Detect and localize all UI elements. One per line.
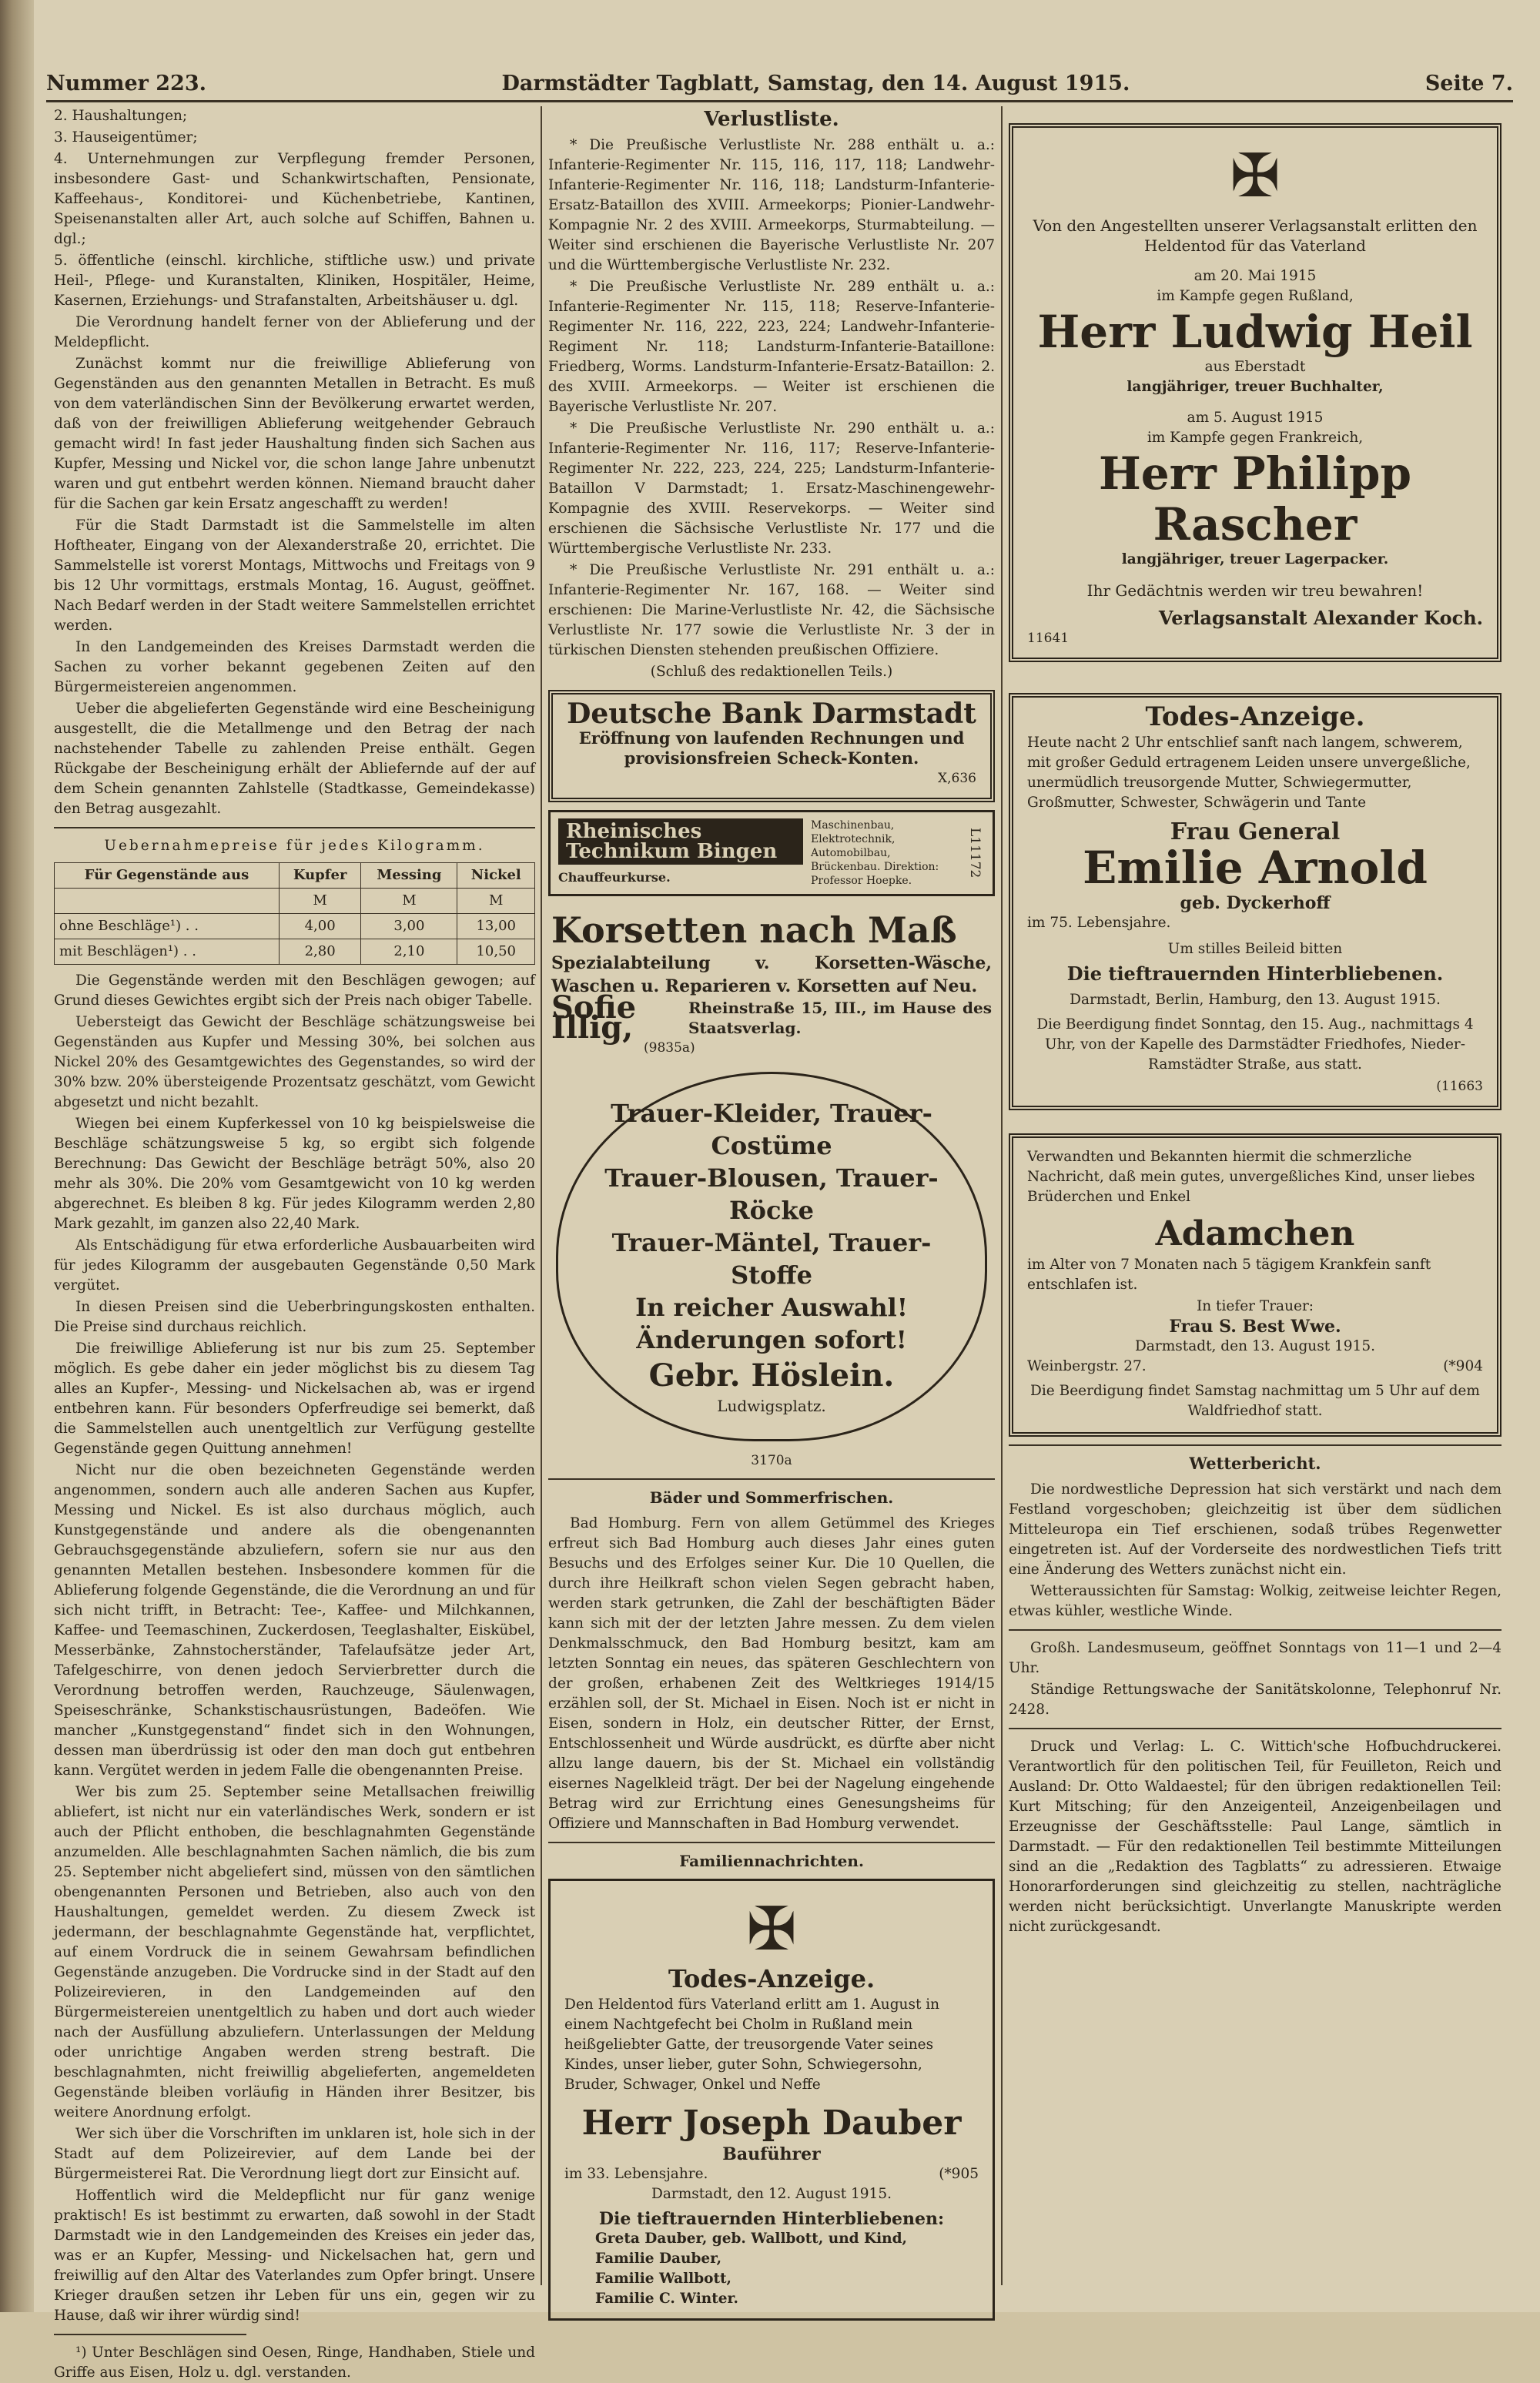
ad-line: Gebr. Höslein. — [648, 1357, 895, 1394]
page-number: Seite 7. — [1424, 71, 1513, 95]
table-units-row — [55, 889, 535, 914]
table-cell: 2,10 — [361, 939, 457, 965]
mourner: Greta Dauber, geb. Wallbott, und Kind, — [595, 2231, 907, 2247]
news-ads-column — [548, 106, 995, 2307]
mourner: Frau S. Best Wwe. — [1169, 1317, 1341, 1337]
paragraph: Wiegen bei einem Kupferkessel von 10 kg beispielsweise die Beschläge schätzungsweise 5 kg, so ergibt sich folgende Berechnung: Das Gewicht der Beschläge beträgt 50%, also 20 mehr als 30%. Die 20% vom Gesamtgewicht von 10 kg werden abgerechnet. Es bleiben 8 kg. Für jedes Kilogramm werden 2,80 Mark gezahlt, im ganzen also 22,40 Mark. — [54, 1116, 535, 1232]
table-cell: 13,00 — [457, 914, 535, 939]
deceased-name: Emilie Arnold — [1083, 842, 1428, 894]
notice-heading: Todes-Anzeige. — [668, 1964, 875, 1993]
table-cell — [55, 889, 280, 914]
deceased-origin: aus Eberstadt — [1204, 359, 1306, 375]
paragraph: Wer sich über die Vorschriften im unklaren ist, hole sich in der Stadt auf dem Polizeirevier, auf dem Lande bei der Bürgermeisterei Rat. Die Verordnung liegt dort zur Einsicht auf. — [54, 2126, 535, 2182]
ad-code: X,636 — [938, 771, 976, 786]
paragraph: Die nordwestliche Depression hat sich verstärkt und nach dem Festland vorgeschoben; gleichzeitig ist über dem südlichen Mitteleuropa ein Tief erschienen, sodaß trübes Regenwetter eingetreten ist. Auf der Vorderseite des nordwestlichen Tiefs tritt eine Änderung des Wetters zunächst nicht ein. — [1009, 1481, 1502, 1578]
divider — [54, 827, 535, 828]
paragraph: Uebersteigt das Gewicht der Beschläge schätzungsweise bei Gegenständen aus Kupfer und Messing 30%, bei solchen aus Nickel 20% des Gesamtgewichtes des Gegenstandes, so wird der 30% bzw. 20% übersteigende Prozentsatz geschätzt, vom Gewicht abgesetzt und nicht bezahlt. — [54, 1014, 535, 1110]
notice-place-date: Darmstadt, den 13. August 1915. — [1135, 1338, 1375, 1354]
table-cell: M — [279, 889, 360, 914]
page-gutter — [0, 0, 34, 2312]
list-item: 3. Hauseigentümer; — [54, 129, 198, 146]
paragraph: Heute nacht 2 Uhr entschlief sanft nach langem, schwerem, mit großer Geduld ertragenem Leiden unsere unvergeßliche, unermüdlich treusorgende Mutter, Schwiegermutter, Großmutter, Schwester, Schwägerin und Tante — [1027, 735, 1471, 811]
section-title: Verlustliste. — [704, 108, 839, 131]
paragraph: Für die Stadt Darmstadt ist die Sammelstelle im alten Hoftheater, Eingang von der Alexanderstraße 20, errichtet. Die Sammelstelle ist vorerst Montags, Mittwochs und Freitags von 9 bis 12 Uhr vormittags, erstmals Montag, 16. August, geöffnet. Nach Bedarf werden in der Stadt weitere Sammelstellen errichtet werden. — [54, 517, 535, 634]
paragraph: * Die Preußische Verlustliste Nr. 291 enthält u. a.: Infanterie-Regimenter Nr. 167, 168. — Weiter sind erschienen: Die Marine-Verlustliste Nr. 42, die Sächsische Verlustliste Nr. 177 sowie die Verlustliste Nr. 3 der in türkischen Diensten stehenden preußischen Offiziere. — [548, 562, 995, 658]
footnote-rule — [54, 2334, 246, 2335]
paragraph: Nicht nur die oben bezeichneten Gegenstände werden angenommen, sondern auch alle anderen Sachen aus Kupfer, Messing und Nickel. Es ist also durchaus möglich, auch Kunstgegenstände und andere als die obengenannten Gebrauchsgegenstände abzuliefern, sofern sie nur aus den genannten Metallen bestehen. Insbesondere kommen für die Ablieferung folgende Gegenstände, die die Verordnung an und für sich nicht trifft, in Betracht: Tee-, Kaffee- und Milchkannen, Kaffee- und Teemaschinen, Zuckerdosen, Teeglashalter, Eiskübel, Messerbänke, Zahnstocherständer, Tafelaufsätze jeder Art, Tafelgeschirre, von denen jedoch Servierbretter durch die Verordnung betroffen werden, Rauchzeuge, Säulenwagen, Speiseschränke, Schankstischausrüstungen, Badeöfen. Wie mancher „Kunstgegenstand“ findet sich in den Wohnungen, dessen man überdrüssig ist oder den man doch gut entbehren kann. Vergütet werden in jedem Falle die obengenannten Preise. — [54, 1462, 535, 1779]
deceased-name: Herr Philipp Rascher — [1099, 447, 1411, 551]
paragraph: Die Gegenstände werden mit den Beschlägen gewogen; auf Grund dieses Gewichtes ergibt sich der Preis nach obiger Tabelle. — [54, 972, 535, 1009]
deceased-name: Herr Joseph Dauber — [581, 2104, 962, 2143]
table-cell: mit Beschlägen¹) . . — [55, 939, 280, 965]
deceased-age: im 75. Lebensjahre. — [1027, 915, 1171, 931]
ad-code: 3170a — [751, 1453, 792, 1468]
notice-place: im Kampfe gegen Rußland, — [1157, 288, 1354, 304]
table-cell: 2,80 — [279, 939, 360, 965]
divider — [548, 1478, 995, 1480]
deceased-age: im 33. Lebensjahre. — [564, 2166, 708, 2182]
ad-line: In reicher Auswahl! — [635, 1293, 908, 1322]
column-divider — [541, 106, 542, 2285]
notice-grief: In tiefer Trauer: — [1196, 1298, 1314, 1314]
ad-title: Korsetten nach Maß — [551, 909, 957, 951]
ad-code: L11172 — [967, 828, 983, 879]
table-header: Messing — [361, 863, 457, 889]
paragraph: Hoffentlich wird die Meldepflicht nur für ganz wenige praktisch! Es ist bestimmt zu erwarten, daß sowohl in der Stadt Darmstadt wie in den Landgemeinden des Kreises ein jeder das, was er an Kupfer, Messing- und Nickelsachen hat, gern und freiwillig auf den Altar des Vaterlandes zum Opfer bringt. Unsere Krieger draußen setzen ihr Leben für uns ein, gegen wir zu Hause, daß wir ihrer würdig sind! — [54, 2187, 535, 2324]
deceased-role: Bauführer — [722, 2144, 821, 2164]
list-item: 2. Haushaltungen; — [54, 108, 188, 124]
deceased-role: langjähriger, treuer Lagerpacker. — [1121, 551, 1389, 567]
imprint: Druck und Verlag: L. C. Wittich'sche Hofbuchdruckerei. Verantwortlich für den politischen Teil, für Feuilleton, Reich und Ausland: Dr. Otto Waldaestel; für den übrigen redaktionellen Teil: Kurt Mitsching; für den Anzeigenteil, Anzeigenbeilagen und Erzeugnisse der Geschäftsstelle: Paul Lange, sämtlich in Darmstadt. — Für den redaktionellen Teil bestimmte Mitteilungen sind an die „Redaktion des Tagblatts“ zu adressieren. Etwaige Honorarforderungen sind gleichzeitig zu stellen, nachträgliche werden nicht berücksichtigt. Unverlangte Manuskripte werden nicht zurückgesandt. — [1009, 1739, 1502, 1935]
notice-heading: Todes-Anzeige. — [1145, 701, 1365, 732]
trauer-advertisement — [556, 1072, 987, 1441]
notice-street: Weinbergstr. 27. — [1027, 1358, 1147, 1374]
deceased-title: Frau General — [1170, 818, 1341, 845]
notice-code: 11641 — [1027, 631, 1070, 646]
ad-text: Chauffeurkurse. — [558, 870, 671, 885]
notice-date: am 20. Mai 1915 — [1194, 268, 1317, 284]
table-cell: M — [361, 889, 457, 914]
table-header: Nickel — [457, 863, 535, 889]
technikum-advertisement — [548, 810, 995, 896]
paragraph: Die freiwillige Ablieferung ist nur bis zum 25. September möglich. Es gebe daher ein jeder möglichst bis zu diesem Tag alles an Kupfer-, Messing- und Nickelsachen ab, was er irgend entbehren kann. Für besonders Opferfreudige sei bemerkt, daß die Sammelstellen auch unentgeltlich zur Verfügung gestellte Gegenstände gegen Quittung annehmen! — [54, 1340, 535, 1457]
heil-rascher-obituary — [1009, 123, 1502, 662]
paragraph: In den Landgemeinden des Kreises Darmstadt werden die Sachen zu vorher bekannt gegebenen Zeiten auf den Bürgermeistereien angenommen. — [54, 639, 535, 695]
notice-code: (11663 — [1436, 1079, 1483, 1094]
paragraph: Die Verordnung handelt ferner von der Ablieferung und der Meldepflicht. — [54, 314, 535, 350]
paragraph: Zunächst kommt nur die freiwillige Ablieferung von Gegenständen aus den genannten Metallen in Betracht. Es muß von dem vaterländischen Sinn der Bevölkerung erwartet werden, daß von der freiwilligen Ablieferung weitgehender Gebrauch gemacht wird! In fast jeder Haushaltung finden sich Sachen aus Kupfer, Messing und Nickel vor, die schon lange Jahre unbenutzt waren und gut entbehrt werden können. Niemand braucht daher für die Sachen gar kein Ersatz angeschafft zu werden! — [54, 356, 535, 512]
ad-name: Sofie Illig, — [551, 989, 637, 1046]
paragraph: Wetteraussichten für Samstag: Wolkig, zeitweise leichter Regen, etwas kühler, westliche Winde. — [1009, 1583, 1502, 1619]
notice-request: Um stilles Beileid bitten — [1167, 941, 1343, 957]
dauber-obituary — [548, 1879, 995, 2321]
paragraph: im Alter von 7 Monaten nach 5 tägigem Krankfein sanft entschlafen ist. — [1027, 1257, 1431, 1293]
section-title: Wetterbericht. — [1189, 1454, 1321, 1473]
section-title: Familiennachrichten. — [679, 1852, 864, 1870]
iron-cross-icon: ✠ — [1230, 142, 1281, 211]
table-row — [55, 914, 535, 939]
price-table — [54, 862, 535, 965]
column-divider — [1001, 106, 1003, 2285]
ad-line: Ludwigsplatz. — [717, 1397, 826, 1415]
mourner: Familie C. Winter. — [595, 2291, 738, 2307]
paragraph: Die Beerdigung findet Sonntag, den 15. Aug., nachmittags 4 Uhr, von der Kapelle des Darmstädter Friedhofes, Nieder-Ramstädter Straße, aus statt. — [1036, 1016, 1474, 1073]
ad-line: Trauer-Mäntel, Trauer-Stoffe — [611, 1228, 932, 1290]
mourners-title: Die tieftrauernden Hinterbliebenen. — [1066, 962, 1444, 985]
paragraph: Als Entschädigung für etwa erforderliche Ausbauarbeiten wird für jedes Kilogramm der ausgebauten Gegenstände 0,50 Mark vergütet. — [54, 1237, 535, 1294]
paragraph: Die Beerdigung findet Samstag nachmittag um 5 Uhr auf dem Waldfriedhof statt. — [1030, 1383, 1480, 1419]
ad-text: Spezialabteilung v. Korsetten-Wäsche, Waschen u. Reparieren v. Korsetten auf Neu. — [551, 953, 992, 996]
paragraph: In diesen Preisen sind die Ueberbringungskosten enthalten. Die Preise sind durchaus reichlich. — [54, 1299, 535, 1335]
notice-place-date: Darmstadt, den 12. August 1915. — [651, 2186, 892, 2202]
table-cell: M — [457, 889, 535, 914]
list-item: 5. öffentliche (einschl. kirchliche, stiftliche usw.) und private Heil-, Pflege- und Kuranstalten, Kliniken, Hospitäler, Heime, Kasernen, Erziehungs- und Strafanstalten, Arbeitshäuser u. dgl. — [54, 253, 535, 309]
paragraph: Ueber die abgelieferten Gegenstände wird eine Bescheinigung ausgestellt, die die Metallmenge und den Betrag der nach nachstehender Tabelle zu zahlenden Preise enthält. Gegen Rückgabe der Bescheinigung erhält der Abliefernde auf der auf dem Schein genannten Zahlstelle (Stadtkasse, Gemeindekasse) den Betrag ausgezahlt. — [54, 701, 535, 817]
notice-date: am 5. August 1915 — [1187, 410, 1324, 426]
article-column — [54, 106, 535, 2381]
notice-code: (*905 — [939, 2166, 979, 2182]
divider — [1009, 1444, 1502, 1446]
ad-line: Änderungen sofort! — [636, 1325, 907, 1354]
notice-memory: Ihr Gedächtnis werden wir treu bewahren! — [1086, 581, 1424, 600]
notice-place: im Kampfe gegen Frankreich, — [1147, 430, 1364, 446]
header-rule — [46, 100, 1513, 102]
paragraph: * Die Preußische Verlustliste Nr. 288 enthält u. a.: Infanterie-Regimenter Nr. 115, 116, 117, 118; Landwehr-Infanterie-Regimenter Nr. 116, 118; Landsturm-Infanterie-Ersatz-Bataillon des XVIII. Armeekorps; Pionier-Landwehr-Kompagnie Nr. 2 des XVIII. Armeekorps, Sturmabteilung. — Weiter sind erschienen die Bayerische Verlustliste Nr. 207 und die Württembergische Verlustliste Nr. 232. — [548, 137, 995, 273]
paragraph: Ständige Rettungswache der Sanitätskolonne, Telephonruf Nr. 2428. — [1009, 1682, 1502, 1718]
paragraph: Den Heldentod fürs Vaterland erlitt am 1. August in einem Nachtgefecht bei Cholm in Rußland mein heißgeliebter Gatte, der treusorgende Vater seines Kindes, unser lieber, guter Sohn, Schwiegersohn, Bruder, Schwager, Onkel und Neffe — [564, 1996, 940, 2093]
ad-text: Maschinenbau, Elektrotechnik, Automobilbau, Brückenbau. Direktion: Professor Hoepke. — [811, 819, 939, 887]
ad-text: Eröffnung von laufenden Rechnungen und provisionsfreien Scheck-Konten. — [578, 728, 965, 768]
deceased-birthname: geb. Dyckerhoff — [1180, 893, 1331, 913]
bank-advertisement — [548, 690, 995, 802]
mourners-title: Die tieftrauernden Hinterbliebenen: — [598, 2209, 945, 2229]
table-caption: Uebernahmepreise für jedes Kilogramm. — [104, 838, 485, 854]
notice-code: (*904 — [1443, 1358, 1483, 1374]
section-title: Bäder und Sommerfrischen. — [649, 1488, 894, 1507]
divider — [548, 1842, 995, 1843]
ad-title: Deutsche Bank Darmstadt — [567, 698, 976, 730]
adam-obituary — [1009, 1133, 1502, 1437]
paragraph: Verwandten und Bekannten hiermit die schmerzliche Nachricht, daß mein gutes, unvergeßliches Kind, unser liebes Brüderchen und Enkel — [1027, 1149, 1475, 1205]
ad-code: (9835a) — [644, 1040, 695, 1056]
iron-cross-icon: ✠ — [746, 1895, 797, 1964]
editorial-end-note: (Schluß des redaktionellen Teils.) — [650, 664, 893, 680]
masthead-title: Darmstädter Tagblatt, Samstag, den 14. August 1915. — [501, 71, 1130, 95]
table-cell: 3,00 — [361, 914, 457, 939]
table-row — [55, 939, 535, 965]
arnold-obituary — [1009, 693, 1502, 1110]
deceased-name: Herr Ludwig Heil — [1037, 306, 1473, 358]
notice-place-date: Darmstadt, Berlin, Hamburg, den 13. August 1915. — [1070, 992, 1441, 1008]
paragraph: Bad Homburg. Fern von allem Getümmel des Krieges erfreut sich Bad Homburg auch dieses Jahr eines guten Besuchs und des Erfolges seiner Kur. Die 10 Quellen, die durch ihre Heilkraft schon vielen Segen gebracht haben, werden stark getrunken, die Zahl der beschäftigten Bäder kann sich mit der der letzten Jahre messen. Zu dem vielen Denkmalsschmuck, den Bad Homburg besitzt, kam am letzten Sonntag ein neues, das späteren Geschlechtern von der großen, erhabenen Zeit des Weltkrieges 1914/15 erzählen soll, der St. Michael in Eisen. Noch ist er nicht in Eisen, sondern in Holz, ein deutscher Ritter, der Ernst, Entschlossenheit und Würde ausdrückt, es dürfte aber nicht allzu lange dauern, bis der St. Michael ein vollständig eisernes Nagelkleid trägt. Der bei der Nagelung eingehende Betrag wird zur Errichtung eines Genesungsheims für Offiziere und Mannschaften in Bad Homburg verwendet. — [548, 1515, 995, 1832]
ad-address: Rheinstraße 15, III., im Hause des Staatsverlag. — [688, 999, 992, 1037]
table-cell: 4,00 — [279, 914, 360, 939]
ad-line: Trauer-Kleider, Trauer-Costüme — [611, 1099, 932, 1160]
paragraph: Großh. Landesmuseum, geöffnet Sonntags von 11—1 und 2—4 Uhr. — [1009, 1640, 1502, 1676]
notices-column — [1009, 106, 1502, 2293]
table-header-row — [55, 863, 535, 889]
divider — [1009, 1728, 1502, 1729]
ad-line: Trauer-Blousen, Trauer-Röcke — [604, 1163, 939, 1225]
deceased-role: langjähriger, treuer Buchhalter, — [1127, 379, 1384, 395]
mourner: Familie Wallbott, — [595, 2271, 732, 2287]
deceased-name: Adamchen — [1155, 1214, 1355, 1253]
korsett-advertisement — [548, 904, 995, 1063]
paragraph: * Die Preußische Verlustliste Nr. 290 enthält u. a.: Infanterie-Regimenter Nr. 116, 117; Reserve-Infanterie-Regimenter Nr. 222, 223, 224, 225; Landsturm-Infanterie-Bataillon V Darmstadt; 1. Ersatz-Maschinengewehr-Kompagnie des XVIII. Reservekorps. — Weiter sind erschienen die Sächsische Verlustliste Nr. 177 und die Württembergische Verlustliste Nr. 233. — [548, 420, 995, 557]
issue-number: Nummer 223. — [46, 71, 207, 95]
list-item: 4. Unternehmungen zur Verpflegung fremder Personen, insbesondere Gast- und Schankwirtschaften, Pensionate, Kaffeehaus-, Konditorei- und Küchenbetriebe, Kantinen, Speisenanstalten aller Art, auch solche auf Schiffen, Bahnen u. dgl.; — [54, 151, 535, 247]
page-header — [46, 68, 1513, 99]
table-header: Für Gegenstände aus — [55, 863, 280, 889]
paragraph: Wer bis zum 25. September seine Metallsachen freiwillig abliefert, ist nicht nur ein vaterländisches Werk, sondern er ist auch der Pflicht enthoben, die beschlagnahmten Gegenstände anzumelden. Alle beschlagnahmten Sachen nämlich, die bis zum 25. September nicht abgeliefert sind, müssen von den sämtlichen obengenannten Personen und Betrieben, also auch von den Haushaltungen, gemeldet werden. Zu diesem Zweck ist jedermann, der beschlagnahmte Gegenstände hat, verpflichtet, auf einem Vordruck die in seinem Gewahrsam befindlichen Gegenstände anzugeben. Die Vordrucke sind in der Stadt auf den Polizeirevieren, in den Landgemeinden auf den Bürgermeistereien unentgeltlich zu haben und dort auch wieder nach der Ausfüllung abzuliefern. Unterlassungen der Meldung oder unrichtige Angaben werden streng bestraft. Die beschlagnahmten, nicht freiwillig abgelieferten, angemeldeten Gegenstände bleiben vorläufig in Händen ihrer Besitzer, bis weitere Anordnung erfolgt. — [54, 1784, 535, 2120]
paragraph: * Die Preußische Verlustliste Nr. 289 enthält u. a.: Infanterie-Regimenter Nr. 115, 118; Reserve-Infanterie-Regimenter Nr. 116, 222, 223, 224; Landwehr-Infanterie-Regiment Nr. 118; Landsturm-Infanterie-Bataillone: Friedberg, Worms. Landsturm-Infanterie-Ersatz-Bataillon: 2. des XVIII. Armeekorps. — Weiter ist erschienen die Bayerische Verlustliste Nr. 207. — [548, 279, 995, 415]
footnote: ¹) Unter Beschlägen sind Oesen, Ringe, Handhaben, Stiele und Griffe aus Eisen, Holz u. dgl. verstanden. — [54, 2345, 535, 2381]
divider — [1009, 1629, 1502, 1631]
table-header: Kupfer — [279, 863, 360, 889]
table-cell: ohne Beschläge¹) . . — [55, 914, 280, 939]
notice-intro: Von den Angestellten unserer Verlagsanstalt erlitten den Heldentod für das Vaterland — [1033, 216, 1478, 255]
ad-title: Rheinisches Technikum Bingen — [558, 818, 803, 865]
mourner: Familie Dauber, — [595, 2251, 722, 2267]
table-cell: 10,50 — [457, 939, 535, 965]
notice-signature: Verlagsanstalt Alexander Koch. — [1158, 607, 1483, 629]
